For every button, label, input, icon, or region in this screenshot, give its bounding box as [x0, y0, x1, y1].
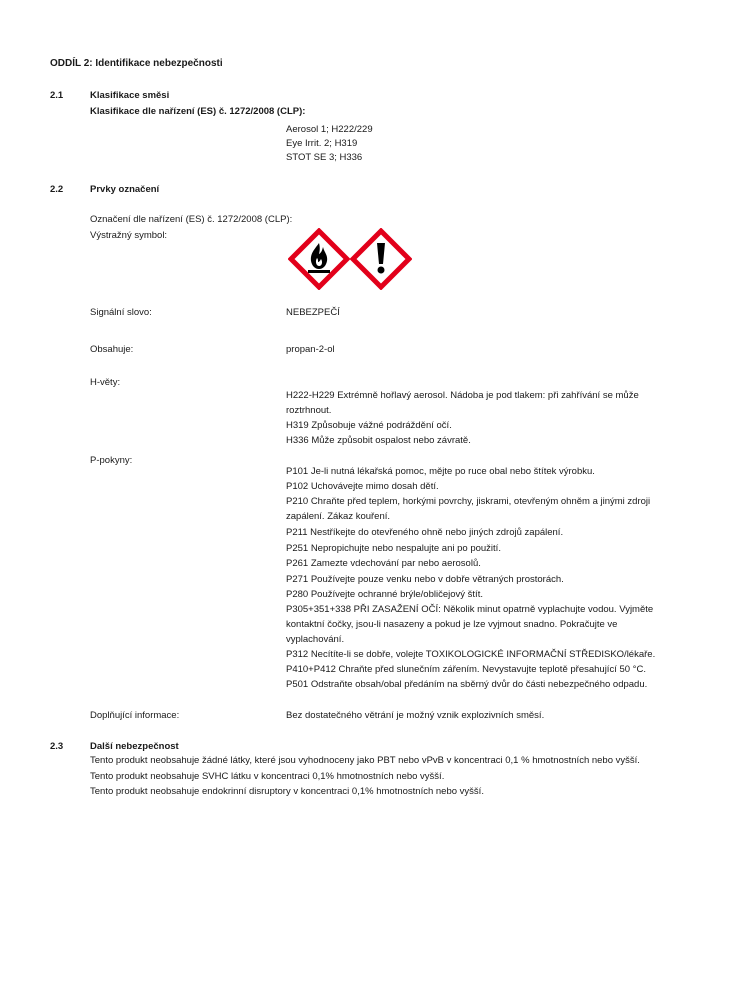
signal-word-value: NEBEZPEČÍ: [286, 307, 340, 318]
other-hazard-line: Tento produkt neobsahuje žádné látky, které jsou vyhodnoceny jako PBT nebo vPvB v koncentraci 0,1 % hmotnostních nebo vyšší.: [90, 755, 640, 766]
s22-title: Prvky označení: [90, 184, 160, 195]
p-statement-line: P102 Uchovávejte mimo dosah dětí.: [286, 481, 439, 492]
p-statement-line: vyplachování.: [286, 634, 345, 645]
p-statement-line: P312 Necítíte-li se dobře, volejte TOXIKOLOGICKÉ INFORMAČNÍ STŘEDISKO/lékaře.: [286, 649, 656, 660]
p-statement-line: zapálení. Zákaz kouření.: [286, 511, 391, 522]
s23-title: Další nebezpečnost: [90, 741, 179, 752]
classification-1: Aerosol 1; H222/229: [286, 124, 373, 135]
p-statement-line: P210 Chraňte před teplem, horkými povrchy, jiskrami, otevřeným ohněm a jinými zdroji: [286, 496, 651, 507]
h-statement-line: H336 Může způsobit ospalost nebo závratě.: [286, 435, 471, 446]
h-statement-line: H222-H229 Extrémně hořlavý aerosol. Nádoba je pod tlakem: při zahřívání se může: [286, 390, 639, 401]
contains-label: Obsahuje:: [90, 344, 134, 355]
s22-number: 2.2: [50, 184, 64, 195]
additional-info-value: Bez dostatečného větrání je možný vznik explozivních směsí.: [286, 710, 545, 721]
p-statements-label: P-pokyny:: [90, 455, 133, 466]
h-statement-line: roztrhnout.: [286, 405, 332, 416]
p-statement-line: P410+P412 Chraňte před slunečním zářením. Nevystavujte teplotě přesahující 50 °C.: [286, 664, 646, 675]
labeling-regulation: Označení dle nařízení (ES) č. 1272/2008 (CLP):: [90, 214, 293, 225]
p-statement-line: P305+351+338 PŘI ZASAŽENÍ OČÍ: Několik minut opatrně vyplachujte vodou. Vyjměte: [286, 604, 654, 615]
exclamation-mark-icon: [350, 228, 412, 290]
p-statement-line: P501 Odstraňte obsah/obal předáním na sběrný dvůr do části nebezpečného odpadu.: [286, 679, 648, 690]
flame-icon: [288, 228, 350, 290]
p-statement-line: P101 Je-li nutná lékařská pomoc, mějte po ruce obal nebo štítek výrobku.: [286, 466, 595, 477]
p-statement-line: P271 Používejte pouze venku nebo v dobře větraných prostorách.: [286, 574, 564, 585]
other-hazard-line: Tento produkt neobsahuje SVHC látku v koncentraci 0,1% hmotnostních nebo vyšší.: [90, 771, 445, 782]
s21-subtitle: Klasifikace dle nařízení (ES) č. 1272/2008 (CLP):: [90, 106, 306, 117]
s21-number: 2.1: [50, 90, 64, 101]
h-statement-line: H319 Způsobuje vážné podráždění očí.: [286, 420, 452, 431]
symbol-label: Výstražný symbol:: [90, 230, 168, 241]
section-title: ODDÍL 2: Identifikace nebezpečnosti: [50, 58, 223, 69]
s21-title: Klasifikace směsi: [90, 90, 170, 101]
signal-word-label: Signální slovo:: [90, 307, 152, 318]
p-statement-line: P280 Používejte ochranné brýle/obličejový štít.: [286, 589, 483, 600]
p-statement-line: P251 Nepropichujte nebo nespalujte ani po použití.: [286, 543, 501, 554]
s23-number: 2.3: [50, 741, 64, 752]
classification-3: STOT SE 3; H336: [286, 152, 363, 163]
other-hazard-line: Tento produkt neobsahuje endokrinní disruptory v koncentraci 0,1% hmotnostních nebo vyšší.: [90, 786, 484, 797]
p-statement-line: P261 Zamezte vdechování par nebo aerosolů.: [286, 558, 481, 569]
classification-2: Eye Irrit. 2; H319: [286, 138, 358, 149]
h-statements-label: H-věty:: [90, 377, 121, 388]
additional-info-label: Doplňující informace:: [90, 710, 180, 721]
p-statement-line: kontaktní čočky, jsou-li nasazeny a pokud je lze vyjmout snadno. Pokračujte ve: [286, 619, 618, 630]
p-statement-line: P211 Nestříkejte do otevřeného ohně nebo jiných zdrojů zapálení.: [286, 527, 564, 538]
contains-value: propan-2-ol: [286, 344, 335, 355]
